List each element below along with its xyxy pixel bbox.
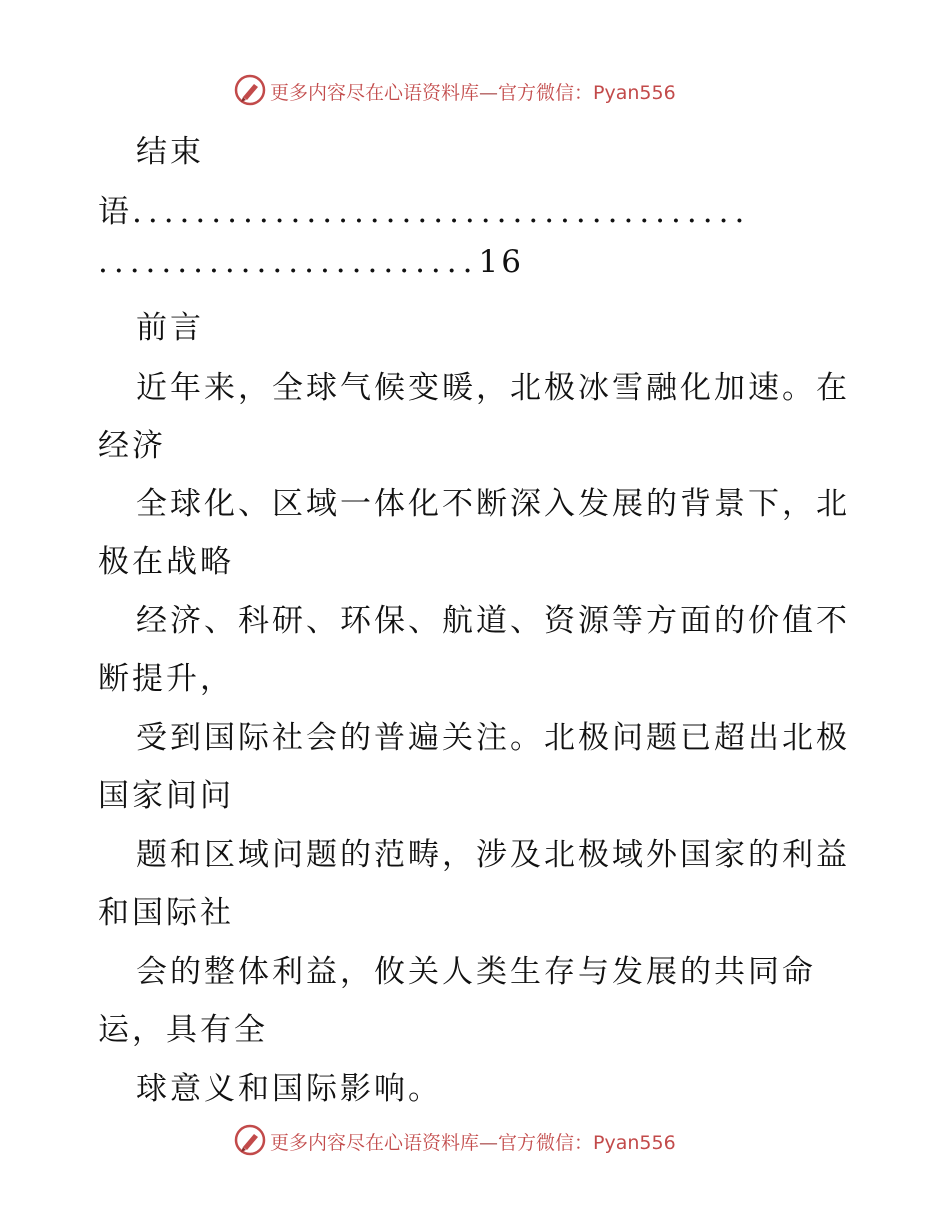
pen-logo-icon (234, 74, 266, 106)
banner-separator: — (479, 1132, 499, 1154)
banner-separator: — (479, 82, 499, 104)
preface-line: 近年来，全球气候变暖，北极冰雪融化加速。在 (136, 370, 850, 406)
preface-line: 国家间问 (98, 778, 234, 814)
banner-text (270, 1128, 676, 1155)
toc-dots-line2: ........................ (98, 244, 479, 280)
toc-heading-line (98, 186, 750, 231)
toc-dots-line1: ....................................... (132, 194, 751, 230)
preface-line: 会的整体利益，攸关人类生存与发展的共同命 (136, 954, 816, 990)
preface-title: 前言 (136, 310, 204, 346)
toc-dots-page-line (98, 244, 524, 280)
footer-banner (0, 1120, 950, 1160)
banner-wechat-label: 官方微信： (498, 82, 594, 104)
banner-main-text: 更多内容尽在心语资料库 (270, 1132, 480, 1154)
banner-main-text: 更多内容尽在心语资料库 (270, 82, 480, 104)
preface-line: 球意义和国际影响。 (136, 1071, 442, 1107)
preface-line: 全球化、区域一体化不断深入发展的背景下，北 (136, 486, 850, 522)
banner-text (270, 78, 676, 105)
preface-line: 极在战略 (98, 544, 234, 580)
preface-line: 题和区域问题的范畴，涉及北极域外国家的利益 (136, 837, 850, 873)
toc-heading-part2: 语 (98, 194, 132, 230)
header-banner (0, 70, 950, 110)
preface-line: 断提升， (98, 661, 234, 697)
pen-logo-icon (234, 1124, 266, 1156)
banner-wechat-label: 官方微信： (498, 1132, 594, 1154)
preface-line: 和国际社 (98, 895, 234, 931)
preface-line: 运，具有全 (98, 1012, 268, 1048)
preface-line: 经济 (98, 428, 166, 464)
banner-wechat-id: Pyan556 (593, 82, 676, 104)
toc-heading-part1: 结束 (136, 134, 204, 170)
preface-line: 经济、科研、环保、航道、资源等方面的价值不 (136, 603, 850, 639)
preface-line: 受到国际社会的普遍关注。北极问题已超出北极 (136, 720, 850, 756)
banner-wechat-id: Pyan556 (593, 1132, 676, 1154)
toc-page-number: 16 (478, 244, 524, 280)
